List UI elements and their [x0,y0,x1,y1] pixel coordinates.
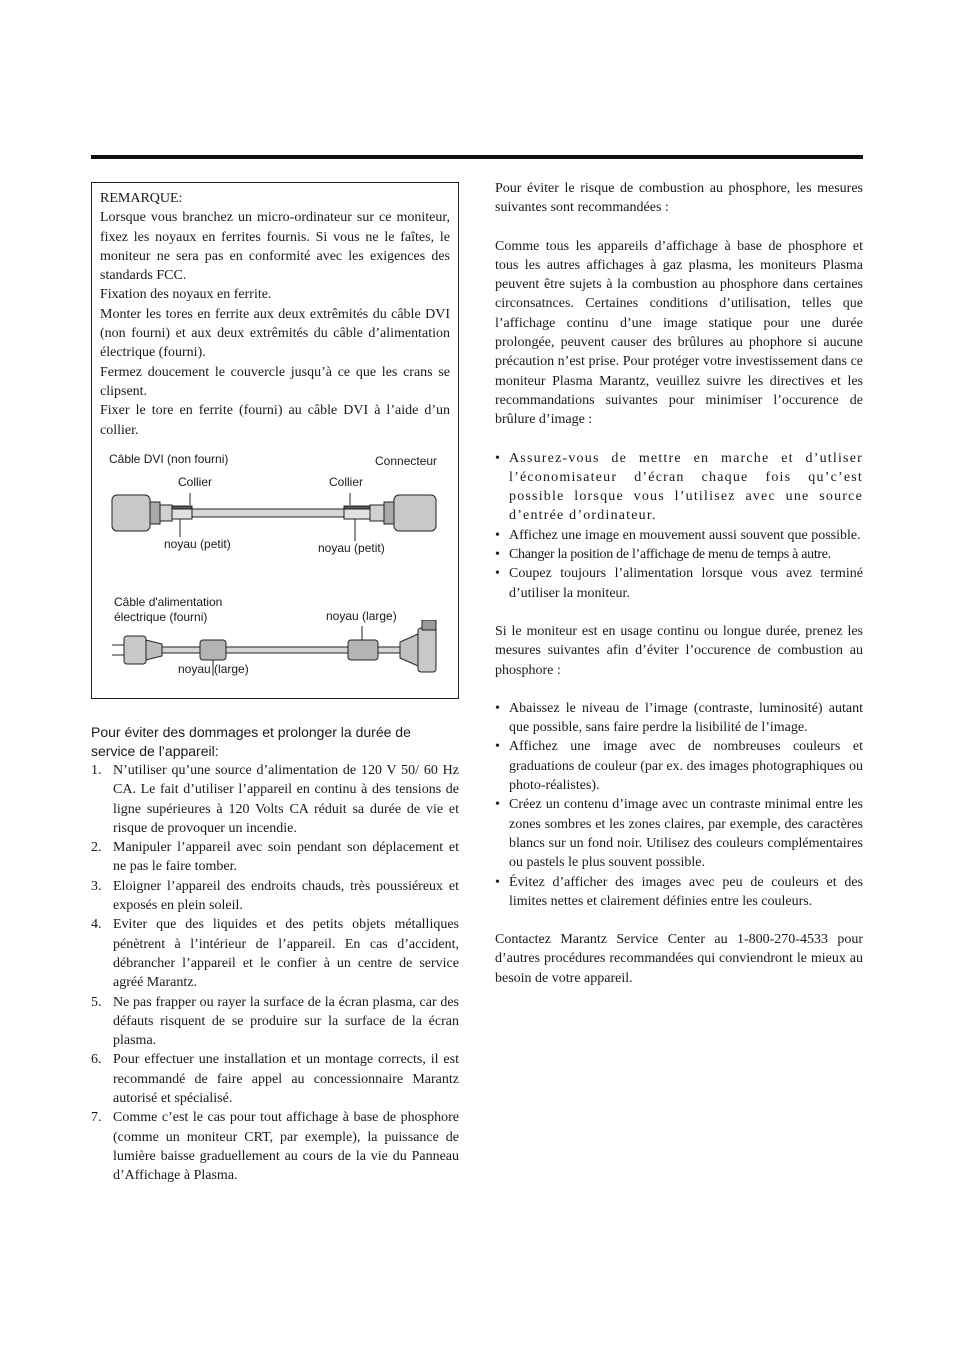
note-paragraph: Fermez doucement le couvercle jusqu’à ce que les crans se clipsent. [100,364,450,399]
burn-intro: Pour éviter le risque de combustion au phosphore, les mesures suivantes sont recommandées : [495,181,863,216]
item-number: 7. [91,1110,102,1126]
bullet-icon: • [495,700,500,716]
item-text: Créez un contenu d’image avec un contraste minimal entre les zones sombres et les zones claires, par exemple, des caractères blancs sur un fond noir. Utilisez des couleurs complémentaires ou pastels le plus souvent possible. [509,797,863,871]
care-section [91,723,459,1186]
burn-bullets-1 [495,449,863,603]
list-item [91,877,459,916]
list-item [495,699,863,738]
item-text: Affichez une image avec de nombreuses couleurs et graduations de couleur (par ex. des images photographiques ou photo-réalistes). [509,739,863,794]
item-text: Pour effectuer une installation et un montage corrects, il est recommandé de faire appel au concessionnaire Marantz autorisé et spécialisé. [113,1052,459,1107]
item-text: Ne pas frapper ou rayer la surface de la écran plasma, car des défauts risquent de se produire sur la surface de la écran plasma. [113,994,459,1049]
item-text: Évitez d’afficher des images avec peu de couleurs et des limites nettes et clairement définies entre les couleurs. [509,874,863,909]
power-cable-illustration [92,620,458,680]
bullet-icon: • [495,739,500,755]
list-item [495,564,863,603]
dvi-cable-label: Câble DVI (non fourni) [109,452,229,466]
note-paragraph: Fixer le tore en ferrite (fourni) au câble DVI à l’aide d’un collier. [100,403,450,438]
power-cable-label-1: Câble d'alimentation [114,595,223,609]
note-paragraph: Monter les tores en ferrite aux deux extrêmités du câble DVI (non fourni) et aux deux extrêmités du câble d’alimentation électrique (fourni). [100,306,450,361]
note-text [100,189,450,440]
item-text: Eviter que des liquides et des petits objets métalliques pénètrent à l’intérieur de l’appareil. En cas d’accident, débrancher l’appareil et le confier à un centre de service agréé Marantz. [113,917,459,991]
burn-section [495,179,863,988]
list-item [91,761,459,838]
bullet-icon: • [495,874,500,890]
list-item [495,873,863,912]
bullet-icon: • [495,527,500,543]
core-large-label-bottom: noyau (large) [178,662,249,676]
core-large-label-top: noyau (large) [326,609,397,623]
power-cable-label-2: électrique (fourni) [114,610,208,624]
note-paragraph: Lorsque vous branchez un micro-ordinateur sur ce moniteur, fixez les noyaux en ferrites fournis. Si vous ne le faîtes, le moniteur ne sera pas en conformité avec les exigences des standards FCC. [100,210,450,284]
clamp-label-left: Collier [178,475,213,489]
core-small-label-left: noyau (petit) [164,537,231,551]
list-item [91,1108,459,1185]
bullet-icon: • [495,547,500,563]
bullet-icon: • [495,797,500,813]
list-item [495,449,863,526]
note-paragraph: Fixation des noyaux en ferrite. [100,287,272,303]
list-item [495,795,863,872]
ferrite-diagram [92,445,458,695]
dvi-cable-illustration [92,485,458,575]
burn-paragraph: Comme tous les appareils d’affichage à base de phosphore et tous les autres affichages à gaz plasma, les moniteurs Plasma peuvent être sujets à la combustion au phosphore dans certaines circonsatnces. Certaines conditions d’utilisation, telles que l’affichage continu d’une image statique pour une durée prolongée, peuvent causer des brûlures au phophore si aucune précaution n’est prise. Pour protéger votre investissement dans ce moniteur Plasma Marantz, veuillez suivre les directives et les recommandations suivantes pour minimiser l’occurence de brûlure d’image : [495,238,863,428]
item-number: 2. [91,840,102,856]
care-intro: Pour éviter des dommages et prolonger la durée de service de l’appareil: [91,724,411,759]
item-text: Changer la position de l’affichage de menu de temps à autre. [509,547,831,563]
list-item [91,1050,459,1108]
list-item [91,915,459,992]
item-text: N’utiliser qu’une source d’alimentation de 120 V 50/ 60 Hz CA. Le fait d’utiliser l’appareil en continu à des tensions de ligne supérieures à 120 Volts CA réduit sa durée de vie et risque de provoquer un incendie. [113,763,459,836]
list-item [495,545,863,564]
item-number: 5. [91,994,102,1010]
item-number: 3. [91,878,102,894]
care-list [91,761,459,1186]
clamp-label-right: Collier [329,475,364,489]
item-text: Assurez-vous de mettre en marche et d’utliser l’économisateur d’écran chaque fois qu’c’est possible lorsque vous l’utilisez avec une source d’entrée d’ordinateur. [509,450,863,524]
list-item [495,737,863,795]
item-text: Manipuler l’appareil avec soin pendant son déplacement et ne pas le faire tomber. [113,840,459,875]
burn-contact: Contactez Marantz Service Center au 1-800-270-4533 pour d’autres procédures recommandées qui conviendront le mieux au besoin de votre appareil. [495,932,863,986]
header-rule [91,155,863,159]
item-text: Affichez une image en mouvement aussi souvent que possible. [509,527,861,543]
note-box [91,182,459,699]
item-number: 1. [91,763,102,778]
core-small-label-right: noyau (petit) [318,541,385,555]
list-item [91,993,459,1051]
item-number: 6. [91,1052,102,1068]
burn-continuous: Si le moniteur est en usage continu ou longue durée, prenez les mesures suivantes afin d’éviter l’occurence de combustion au phosphore : [495,623,863,678]
connector-label: Connecteur [375,454,438,468]
bullet-icon: • [495,566,500,582]
list-item [91,838,459,877]
bullet-icon: • [495,450,502,466]
item-text: Abaissez le niveau de l’image (contraste, luminosité) autant que possible, sans faire perdre la lisibilité de l’image. [509,700,863,736]
list-item [495,526,863,545]
item-text: Coupez toujours l’alimentation lorsque vous avez terminé d’utiliser la moniteur. [509,566,863,601]
burn-bullets-2 [495,699,863,911]
item-number: 4. [91,917,102,933]
item-text: Eloigner l’appareil des endroits chauds, très poussiéreux et exposés en plein soleil. [113,878,459,914]
item-text: Comme c’est le cas pour tout affichage à base de phosphore (comme un moniteur CRT, par exemple), la puissance de lumière baisse graduellement au cours de la vie du Panneau d’Affichage à Plasma. [113,1110,459,1184]
note-heading: REMARQUE: [100,191,183,206]
